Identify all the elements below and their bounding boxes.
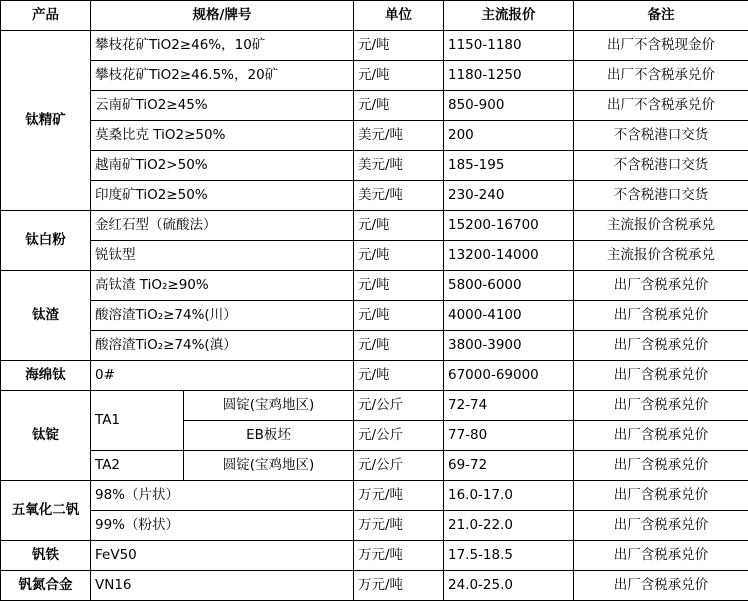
unit-cell: 元/吨 [354, 61, 444, 91]
remark-cell: 不含税港口交货 [574, 121, 748, 151]
table-row [1, 181, 748, 211]
product-cell: 钛白粉 [1, 211, 91, 271]
table-row [1, 571, 748, 601]
unit-cell: 元/吨 [354, 361, 444, 391]
price-cell: 72-74 [444, 391, 574, 421]
remark-cell: 出厂含税承兑价 [574, 451, 748, 481]
product-cell: 钒铁 [1, 541, 91, 571]
header-unit: 单位 [354, 1, 444, 31]
price-cell: 1150-1180 [444, 31, 574, 61]
unit-cell: 元/吨 [354, 91, 444, 121]
grade-cell: TA2 [91, 451, 184, 481]
table-row [1, 61, 748, 91]
product-cell: 钛锭 [1, 391, 91, 481]
price-cell: 24.0-25.0 [444, 571, 574, 601]
spec-cell: 99%（粉状） [91, 511, 354, 541]
remark-cell: 出厂不含税现金价 [574, 31, 748, 61]
remark-cell: 出厂不含税承兑价 [574, 61, 748, 91]
spec-cell: 云南矿TiO2≥45% [91, 91, 354, 121]
remark-cell: 出厂含税承兑价 [574, 571, 748, 601]
unit-cell: 元/公斤 [354, 391, 444, 421]
unit-cell: 元/公斤 [354, 421, 444, 451]
price-cell: 185-195 [444, 151, 574, 181]
table-row [1, 241, 748, 271]
remark-cell: 主流报价含税承兑 [574, 211, 748, 241]
spec-cell: 莫桑比克 TiO2≥50% [91, 121, 354, 151]
grade-cell: TA1 [91, 391, 184, 451]
spec-cell: 越南矿TiO2>50% [91, 151, 354, 181]
table-row [1, 511, 748, 541]
price-cell: 69-72 [444, 451, 574, 481]
table-row [1, 361, 748, 391]
unit-cell: 万元/吨 [354, 571, 444, 601]
price-cell: 200 [444, 121, 574, 151]
unit-cell: 元/吨 [354, 211, 444, 241]
unit-cell: 元/公斤 [354, 451, 444, 481]
remark-cell: 出厂不含税承兑价 [574, 91, 748, 121]
unit-cell: 万元/吨 [354, 481, 444, 511]
table-row [1, 301, 748, 331]
table-row [1, 121, 748, 151]
product-cell: 钛精矿 [1, 31, 91, 211]
spec-cell: 圆锭(宝鸡地区) [184, 391, 354, 421]
table-row [1, 271, 748, 301]
table-row [1, 151, 748, 181]
spec-cell: 酸溶渣TiO₂≥74%(滇） [91, 331, 354, 361]
price-cell: 21.0-22.0 [444, 511, 574, 541]
spec-cell: VN16 [91, 571, 354, 601]
product-cell: 海绵钛 [1, 361, 91, 391]
remark-cell: 出厂含税承兑价 [574, 331, 748, 361]
header-spec: 规格/牌号 [91, 1, 354, 31]
price-cell: 17.5-18.5 [444, 541, 574, 571]
header-remark: 备注 [574, 1, 748, 31]
spec-cell: 金红石型（硫酸法） [91, 211, 354, 241]
unit-cell: 元/吨 [354, 301, 444, 331]
remark-cell: 不含税港口交货 [574, 181, 748, 211]
price-cell: 1180-1250 [444, 61, 574, 91]
table-row [1, 211, 748, 241]
unit-cell: 美元/吨 [354, 181, 444, 211]
spec-cell: 攀枝花矿TiO2≥46.5%，20矿 [91, 61, 354, 91]
price-cell: 15200-16700 [444, 211, 574, 241]
table-row [1, 481, 748, 511]
table-row [1, 31, 748, 61]
spec-cell: EB板坯 [184, 421, 354, 451]
product-cell: 钛渣 [1, 271, 91, 361]
unit-cell: 元/吨 [354, 31, 444, 61]
product-cell: 钒氮合金 [1, 571, 91, 601]
spec-cell: 圆锭(宝鸡地区) [184, 451, 354, 481]
spec-cell: 高钛渣 TiO₂≥90% [91, 271, 354, 301]
price-cell: 230-240 [444, 181, 574, 211]
price-cell: 67000-69000 [444, 361, 574, 391]
remark-cell: 出厂含税承兑价 [574, 421, 748, 451]
remark-cell: 主流报价含税承兑 [574, 241, 748, 271]
table-header-row [1, 1, 748, 31]
table-row [1, 331, 748, 361]
header-price: 主流报价 [444, 1, 574, 31]
remark-cell: 出厂含税承兑价 [574, 481, 748, 511]
price-cell: 4000-4100 [444, 301, 574, 331]
spec-cell: 攀枝花矿TiO2≥46%，10矿 [91, 31, 354, 61]
table-row [1, 541, 748, 571]
price-cell: 13200-14000 [444, 241, 574, 271]
remark-cell: 出厂含税承兑价 [574, 541, 748, 571]
spec-cell: 印度矿TiO2≥50% [91, 181, 354, 211]
spec-cell: 98%（片状） [91, 481, 354, 511]
table-row [1, 451, 748, 481]
price-cell: 850-900 [444, 91, 574, 121]
price-cell: 3800-3900 [444, 331, 574, 361]
spec-cell: 锐钛型 [91, 241, 354, 271]
unit-cell: 元/吨 [354, 271, 444, 301]
spec-cell: FeV50 [91, 541, 354, 571]
table-row [1, 91, 748, 121]
price-cell: 16.0-17.0 [444, 481, 574, 511]
unit-cell: 万元/吨 [354, 511, 444, 541]
product-cell: 五氧化二钒 [1, 481, 91, 541]
remark-cell: 出厂含税承兑价 [574, 391, 748, 421]
header-product: 产品 [1, 1, 91, 31]
remark-cell: 出厂含税承兑价 [574, 361, 748, 391]
remark-cell: 出厂含税承兑价 [574, 511, 748, 541]
price-cell: 5800-6000 [444, 271, 574, 301]
unit-cell: 美元/吨 [354, 151, 444, 181]
price-cell: 77-80 [444, 421, 574, 451]
spec-cell: 0# [91, 361, 354, 391]
remark-cell: 不含税港口交货 [574, 151, 748, 181]
unit-cell: 美元/吨 [354, 121, 444, 151]
table-row [1, 391, 748, 421]
unit-cell: 元/吨 [354, 241, 444, 271]
unit-cell: 万元/吨 [354, 541, 444, 571]
unit-cell: 元/吨 [354, 331, 444, 361]
remark-cell: 出厂含税承兑价 [574, 271, 748, 301]
spec-cell: 酸溶渣TiO₂≥74%(川） [91, 301, 354, 331]
remark-cell: 出厂含税承兑价 [574, 301, 748, 331]
